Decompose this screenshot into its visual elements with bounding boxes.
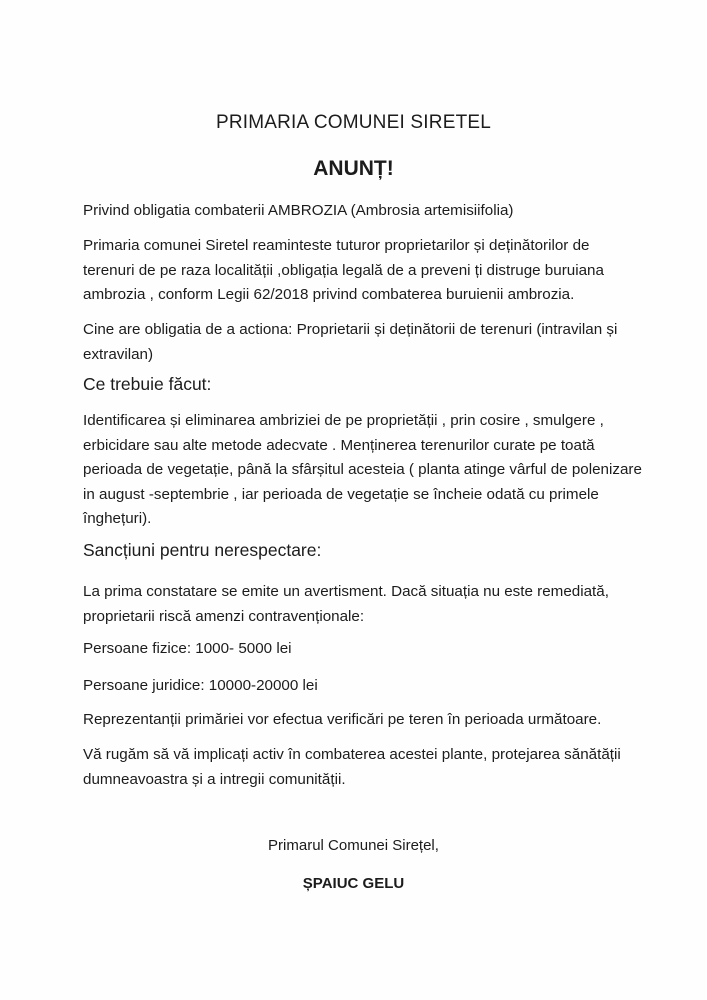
subject-line: Privind obligatia combaterii AMBROZIA (Ambrosia artemisiifolia) (83, 202, 514, 219)
sanctions-paragraph: La prima constatare se emite un avertisment. Dacă situația nu este remediată, proprietarii riscă amenzi contravenționale: (83, 583, 609, 625)
signature-name: ȘPAIUC GELU (302, 875, 405, 892)
fine-companies-line: Persoane juridice: 10000-20000 lei (83, 677, 318, 694)
document-title: PRIMARIA COMUNEI SIRETEL (215, 112, 492, 133)
who-must-act-paragraph: Cine are obligatia de a actiona: Proprietarii și deținătorii de terenuri (intravilan și extravilan) (83, 321, 618, 363)
section-heading-what-to-do: Ce trebuie făcut: (83, 374, 212, 394)
fine-individuals-line: Persoane fizice: 1000- 5000 lei (83, 640, 292, 657)
verification-paragraph: Reprezentanții primăriei vor efectua verificări pe teren în perioada următoare. (83, 711, 602, 728)
announcement-heading: ANUNȚ! (313, 157, 394, 180)
what-to-do-paragraph: Identificarea și eliminarea ambriziei de pe proprietății , prin cosire , smulgere , erbicidare sau alte metode adecvate . Menținerea terenurilor curate pe toată perioada de vegetație, până la sfârșitul acesteia ( planta atinge vârful de polenizare in august -septembrie , iar perioada de vegetație se încheie odată cu primele înghețuri). (83, 412, 642, 527)
appeal-paragraph: Vă rugăm să vă implicați activ în combaterea acestei plante, protejarea sănătății dumneavoastra și a intregii comunității. (83, 746, 621, 788)
intro-paragraph: Primaria comunei Siretel reaminteste tuturor proprietarilor și deținătorilor de terenuri de pe raza localității ,obligația legală de a preveni ți distruge buruiana ambrozia , conform Legii 62/2018 privind combaterea buruienii ambrozia. (83, 237, 604, 303)
section-heading-sanctions: Sancțiuni pentru nerespectare: (83, 540, 322, 560)
signature-role: Primarul Comunei Sirețel, (268, 837, 439, 854)
